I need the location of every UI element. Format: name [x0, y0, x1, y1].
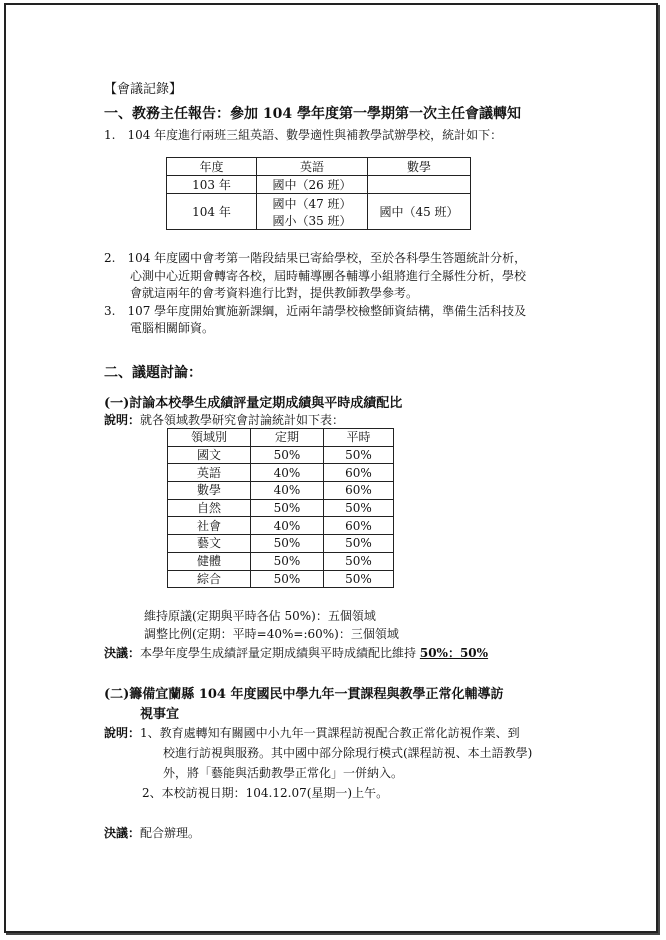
table-cell: [368, 176, 471, 194]
table-row: [168, 499, 394, 517]
table-header: 定期: [251, 429, 324, 447]
table-cell: 50%: [324, 446, 394, 464]
table-cell: 50%: [251, 535, 324, 553]
table-cell: 40%: [251, 464, 324, 482]
topic1-desc: 就各領域教學研究會討論統計如下表：: [140, 413, 345, 427]
table-cell: 藝文: [168, 535, 251, 553]
table-row: [168, 552, 394, 570]
table-cell: 60%: [324, 464, 394, 482]
table-row: [168, 464, 394, 482]
table-header: 英語: [257, 158, 368, 176]
section1-title: 一、教務主任報告：參加 104 學年度第一學期第一次主任會議轉知: [104, 106, 521, 122]
topic1-desc-label: 說明：: [104, 413, 141, 427]
table-cell: 50%: [324, 570, 394, 588]
table-cell: 50%: [324, 499, 394, 517]
topic2-desc-label: 說明：: [104, 726, 141, 740]
table-cell: 50%: [251, 552, 324, 570]
topic2-desc-line2: 校進行訪視與服務。其中國中部分除現行模式(課程訪視、本土語教學): [163, 746, 533, 760]
minutes-header: 【會議記錄】: [104, 82, 183, 97]
table-cell: 綜合: [168, 570, 251, 588]
topic2-desc-line1: 1、教育處轉知有關國中小九年一貫課程訪視配合教正常化訪視作業、到: [140, 726, 520, 740]
table-header: 年度: [167, 158, 257, 176]
topic2-desc-line3: 外，將「藝能與活動教學正常化」一併納入。: [163, 766, 404, 780]
topic1-summary-1: 維持原議(定期與平時各佔 50%)：五個領域: [144, 609, 376, 623]
table-cell: [257, 194, 368, 230]
topic1-resolution-text: 本學年度學生成績評量定期成績與平時成績配比維持: [140, 646, 417, 660]
topic2-resolution-text: 配合辦理。: [140, 826, 201, 840]
topic2-resolution-label: 決議：: [104, 826, 141, 840]
table-cell: 40%: [251, 517, 324, 535]
table-cell: 50%: [251, 570, 324, 588]
table-row: [168, 482, 394, 500]
table-cell: 60%: [324, 517, 394, 535]
topic2-title-line2: 視事宜: [140, 707, 180, 722]
table-cell: 數學: [168, 482, 251, 500]
table-cell: 40%: [251, 482, 324, 500]
score-ratio-table: [167, 428, 394, 588]
section1-item2-line3: 會就這兩年的會考資料進行比對，提供教師教學參考。: [130, 286, 419, 300]
table-row: [168, 517, 394, 535]
section1-item3-line1: 3. 107 學年度開始實施新課綱，近兩年請學校檢整師資結構，準備生活科技及: [104, 304, 527, 318]
section1-item2-line1: 2. 104 年度國中會考第一階段結果已寄給學校，至於各科學生答題統計分析，: [104, 251, 527, 265]
topic1-title: (一)討論本校學生成績評量定期成績與平時成績配比: [104, 396, 403, 411]
table-header: 數學: [368, 158, 471, 176]
topic1-resolution-label: 決議：: [104, 646, 141, 660]
table-cell: 104 年: [167, 194, 257, 230]
section1-item1: 1. 104 年度進行兩班三組英語、數學適性與補教學試辦學校，統計如下：: [104, 128, 503, 142]
table-header: 領域別: [168, 429, 251, 447]
table-cell: 國中（26 班）: [257, 176, 368, 194]
table-cell: 50%: [251, 499, 324, 517]
table-cell: 50%: [324, 535, 394, 553]
table-row: [168, 570, 394, 588]
table-cell-line: 國小（35 班）: [272, 213, 352, 228]
table-header: 平時: [324, 429, 394, 447]
table-cell: 社會: [168, 517, 251, 535]
table-row: [168, 535, 394, 553]
table-cell: 國文: [168, 446, 251, 464]
table-cell: 103 年: [167, 176, 257, 194]
topic1-summary-2: 調整比例(定期：平時=40%=:60%)：三個領域: [144, 627, 399, 641]
table-cell: 60%: [324, 482, 394, 500]
table-cell: 50%: [324, 552, 394, 570]
topic2-desc-line4: 2、本校訪視日期：104.12.07(星期一)上午。: [142, 786, 389, 800]
section1-item2-line2: 心測中心近期會轉寄各校，屆時輔導團各輔導小組將進行全縣性分析，學校: [130, 269, 527, 283]
topic2-title-line1: (二)籌備宜蘭縣 104 年度國民中學九年一貫課程與教學正常化輔導訪: [104, 687, 504, 702]
table-cell: 健體: [168, 552, 251, 570]
section1-item3-line2: 電腦相關師資。: [130, 321, 215, 335]
table-cell: 自然: [168, 499, 251, 517]
table-cell: 英語: [168, 464, 251, 482]
topic1-resolution-ratio: 50%：50%: [419, 646, 489, 660]
table-cell-line: 國中（47 班）: [272, 196, 352, 211]
table-cell: 50%: [251, 446, 324, 464]
table-cell: 國中（45 班）: [368, 194, 471, 230]
section2-title: 二、議題討論：: [104, 365, 202, 381]
class-count-table: [166, 157, 471, 230]
table-row: [168, 446, 394, 464]
